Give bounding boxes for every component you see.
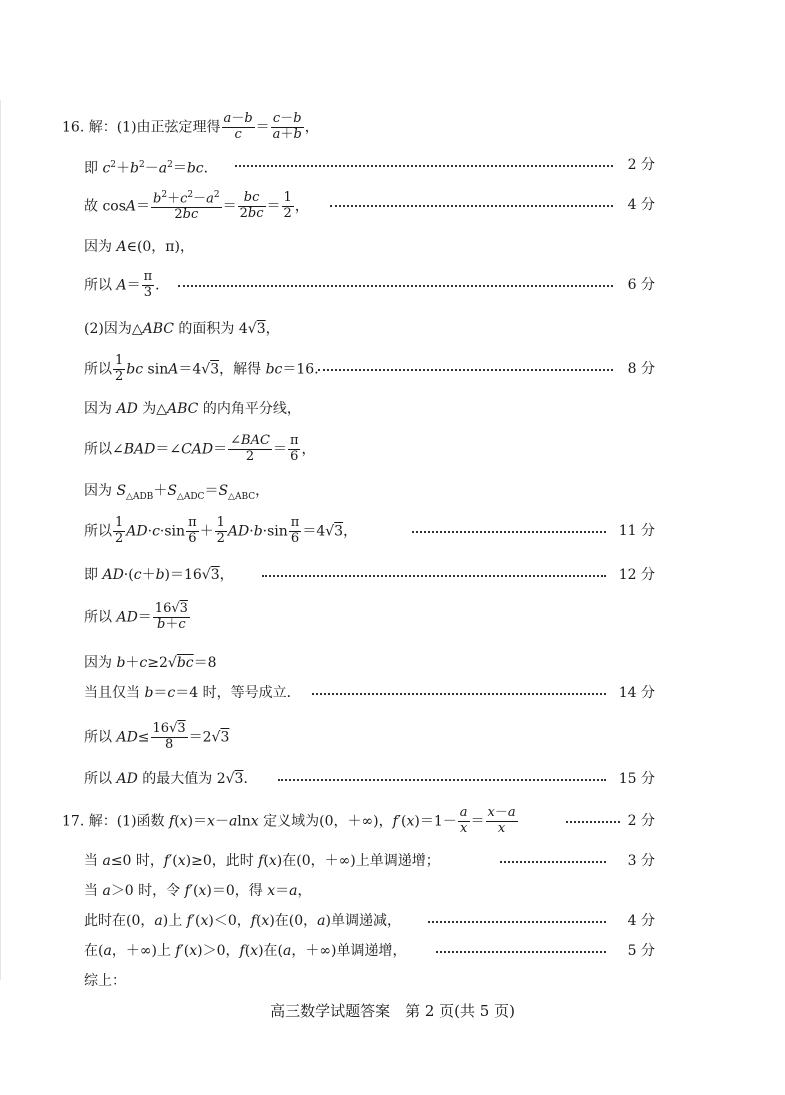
solution-line [0, 434, 785, 464]
line-text: 因为 $S_{\triangle ADB}+S_{\triangle ADC}=S_{\triangle ABC}$， [84, 483, 270, 502]
score-label: 4 分 [627, 913, 655, 929]
line-text: 17. 解：(1)函数 f(x)＝x－alnx 定义域为(0，＋∞)，f′(x)＝1－ $\frac{a}{x}$ ＝ $\frac{x-a}{x}$ [62, 805, 516, 836]
solution-line [0, 560, 785, 590]
solution-line [0, 806, 785, 836]
solution-line [0, 232, 785, 262]
dot-leader [318, 354, 613, 384]
dot-leader [235, 150, 613, 180]
line-text: 当 a≤0 时，f′(x)≥0，此时 f(x)在(0，＋∞)上单调递增； [84, 853, 440, 869]
line-text: 故 cosA＝ $\frac{b^2+c^2-a^2}{2bc}$ ＝ $\frac{bc}{2bc}$ ＝ $\frac{1}{2}$ ， [84, 190, 309, 223]
dot-leader [330, 190, 613, 220]
line-text: 16. 解：(1)由正弦定理得 $\frac{a-b}{c}$ ＝ $\frac{c-b}{a+b}$ ， [62, 111, 319, 142]
solution-line [0, 516, 785, 546]
score-label: 8 分 [627, 361, 655, 377]
solution-line [0, 906, 785, 936]
line-text: 所以 $\frac{1}{2}$ bc sinA＝4√3，解得 bc＝16． [84, 353, 329, 384]
solution-line [0, 722, 785, 752]
dot-leader [262, 560, 606, 590]
score-label: 14 分 [618, 685, 655, 701]
line-text: 所以 $\frac{1}{2}$ AD·c·sin $\frac{\pi}{6}$ ＋ $\frac{1}{2}$ AD·b·sin $\frac{\pi}{6}$ ＝4√3， [84, 515, 358, 546]
line-text: 所以 AD 的最大值为 2√3． [84, 771, 258, 787]
score-label: 12 分 [618, 567, 655, 583]
line-text: 所以 A＝ $\frac{\pi}{3}$ ． [84, 269, 170, 300]
dot-leader [500, 846, 606, 876]
solution-line [0, 394, 785, 424]
dot-leader [436, 936, 606, 966]
score-label: 2 分 [627, 157, 655, 173]
score-label: 5 分 [627, 943, 655, 959]
solution-line [0, 150, 785, 180]
line-text: 即 $c^2+b^2-a^2=bc$． [84, 160, 218, 177]
line-text: 即 AD·(c＋b)＝16√3， [84, 567, 234, 583]
page-footer: 高三数学试题答案 第 2 页(共 5 页) [270, 1002, 515, 1020]
score-label: 3 分 [627, 853, 655, 869]
line-text: 所以∠BAD＝∠CAD＝ ∠BAC 2 ＝ $\frac{\pi}{6}$ ， [84, 433, 316, 464]
solution-line [0, 354, 785, 384]
score-label: 2 分 [627, 813, 655, 829]
line-text: 所以 AD＝ $\frac{16√3}{b+c}$ [84, 601, 188, 632]
line-text: (2)因为△ABC 的面积为 4√3， [84, 321, 280, 337]
line-text: 在(a，＋∞)上 f′(x)＞0，f(x)在(a，＋∞)单调递增， [84, 943, 407, 959]
solution-line [0, 270, 785, 300]
line-text: 因为 AD 为△ABC 的内角平分线， [84, 401, 301, 417]
dot-leader [278, 764, 606, 794]
dot-leader [566, 806, 620, 836]
line-text: 当且仅当 b＝c＝4 时，等号成立． [84, 685, 301, 701]
dot-leader [428, 906, 606, 936]
line-text: 当 a＞0 时，令 f′(x)＝0，得 x＝a， [84, 883, 312, 899]
solution-line [0, 936, 785, 966]
solution-line [0, 190, 785, 223]
score-label: 15 分 [618, 771, 655, 787]
dot-leader [178, 270, 613, 300]
solution-line [0, 678, 785, 708]
line-text: 因为 b＋c≥2√bc＝8 [84, 655, 217, 671]
solution-line [0, 476, 785, 506]
solution-line [0, 876, 785, 906]
solution-line [0, 648, 785, 678]
dot-leader [412, 516, 606, 546]
line-text: 综上： [84, 973, 126, 989]
line-text: 所以 AD≤ $\frac{16√3}{8}$ ＝2√3 [84, 721, 230, 752]
solution-line [0, 314, 785, 344]
line-text: 因为 A∈(0，π)， [84, 239, 194, 255]
solution-line [0, 602, 785, 632]
dot-leader [312, 678, 606, 708]
solution-line [0, 764, 785, 794]
score-label: 4 分 [627, 197, 655, 213]
score-label: 6 分 [627, 277, 655, 293]
solution-line [0, 846, 785, 876]
solution-line [0, 112, 785, 142]
score-label: 11 分 [618, 523, 655, 539]
solution-line [0, 966, 785, 996]
line-text: 此时在(0，a)上 f′(x)＜0，f(x)在(0，a)单调递减， [84, 913, 401, 929]
